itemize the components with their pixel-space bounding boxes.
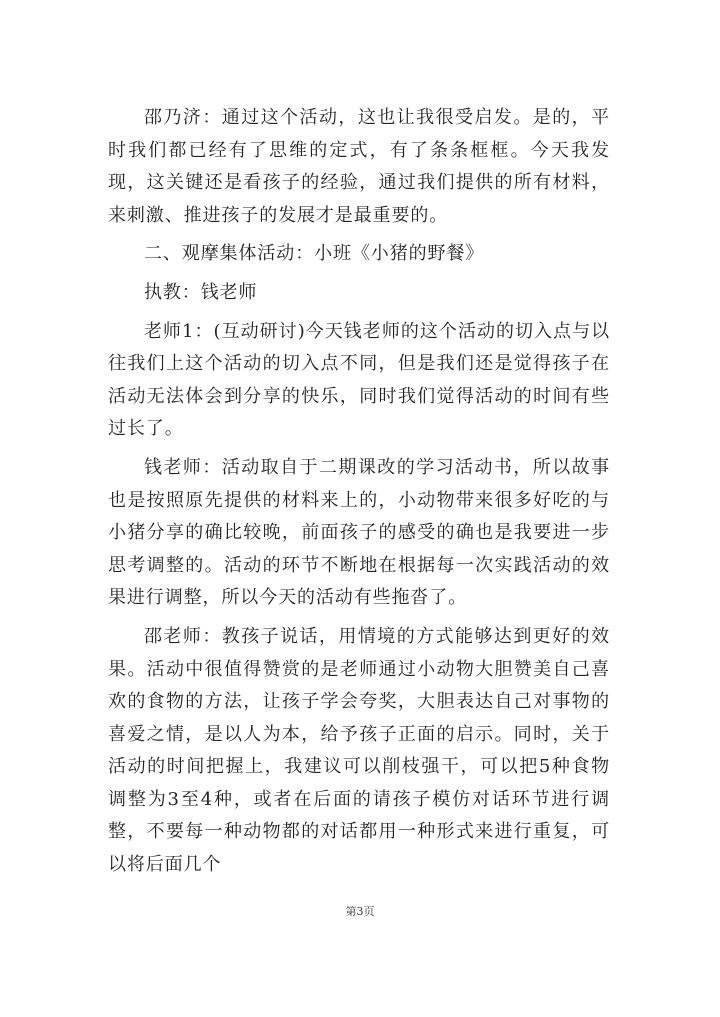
paragraph-shao-naiji: 邵乃济：通过这个活动，这也让我很受启发。是的，平时我们都已经有了思维的定式，有了条条框框。今天我发现，这关键还是看孩子的经验，通过我们提供的所有材料，来刺激、推进孩子的发展才是最重要的。: [108, 107, 610, 226]
paragraph-teacher-1: 老师1：(互动研讨)今天钱老师的这个活动的切入点与以往我们上这个活动的切入点不同，但是我们还是觉得孩子在活动无法体会到分享的快乐，同时我们觉得活动的时间有些过长了。: [108, 320, 610, 440]
paragraph-shao-teacher: 邵老师：教孩子说话，用情境的方式能够达到更好的效果。活动中很值得赞赏的是老师通过小动物大胆赞美自己喜欢的食物的方法，让孩子学会夸奖，大胆表达自己对事物的喜爱之情，是以人为本，给予孩子正面的启示。同时，关于活动的时间把握上，我建议可以削枝强干，可以把5种食物调整为3至4种，或者在后面的请孩子模仿对话环节进行调整，不要每一种动物都的对话都用一种形式来进行重复，可以将后面几个: [108, 625, 610, 876]
section-heading-observation: 二、观摩集体活动：小班《小猪的野餐》: [144, 243, 485, 265]
teacher-line: 执教：钱老师: [144, 281, 258, 303]
page-number: 第3页: [345, 905, 375, 918]
document-body: [108, 102, 610, 882]
paragraph-qian-teacher: 钱老师：活动取自于二期课改的学习活动书，所以故事也是按照原先提供的材料来上的，小动物带来很多好吃的与小猪分享的确比较晚，前面孩子的感受的确也是我要进一步思考调整的。活动的环节不断地在根据每一次实践活动的效果进行调整，所以今天的活动有些拖沓了。: [108, 456, 610, 609]
